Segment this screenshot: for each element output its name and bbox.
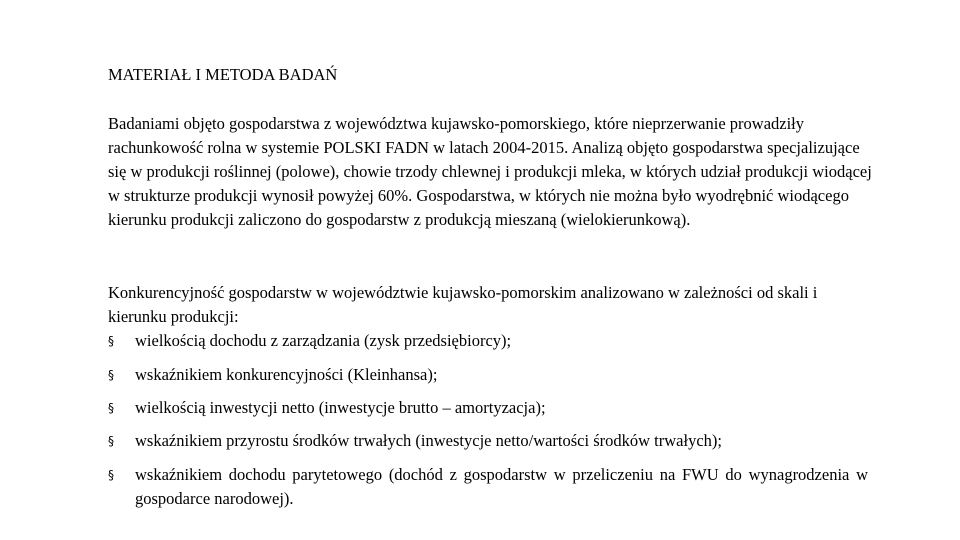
list-item-text: wielkością dochodu z zarządzania (zysk przedsiębiorcy);: [135, 331, 512, 350]
list-item: [108, 396, 868, 420]
bullet-list-5: [108, 463, 868, 511]
bullet-marker-icon: §: [108, 334, 114, 348]
list-item-text: wskaźnikiem dochodu parytetowego (dochód z gospodarstw w przeliczeniu na FWU do wynagrodzenia w gospodarce narodowej).: [135, 465, 868, 508]
bullet-list-1: [108, 329, 868, 353]
list-item-text: wielkością inwestycji netto (inwestycje brutto – amortyzacja);: [135, 398, 546, 417]
list-item-text: wskaźnikiem konkurencyjności (Kleinhansa);: [135, 365, 438, 384]
list-item: [108, 363, 868, 387]
bullet-marker-icon: §: [108, 401, 114, 415]
list-item: [108, 429, 868, 453]
bullet-list-2: [108, 363, 868, 387]
bullet-marker-icon: §: [108, 368, 114, 382]
list-item: [108, 329, 868, 353]
bullet-marker-icon: §: [108, 434, 114, 448]
section-heading: MATERIAŁ I METODA BADAŃ: [108, 65, 338, 84]
bullet-list-4: [108, 429, 868, 453]
list-item: [108, 463, 868, 511]
bullet-marker-icon: §: [108, 468, 114, 482]
list-item-text: wskaźnikiem przyrostu środków trwałych (inwestycje netto/wartości środków trwałych);: [135, 431, 722, 450]
paragraph-competitiveness-intro: Konkurencyjność gospodarstw w województwie kujawsko-pomorskim analizowano w zależności od skali i kierunku produkcji:: [108, 283, 818, 326]
paragraph-study-scope: Badaniami objęto gospodarstwa z województwa kujawsko-pomorskiego, które nieprzerwanie prowadziły rachunkowość rolna w systemie POLSKI FADN w latach 2004-2015. Analizą objęto gospodarstwa specjalizujące się w produkcji roślinnej (polowe), chowie trzody chlewnej i produkcji mleka, w których udział produkcji wiodącej w strukturze produkcji wynosił powyżej 60%. Gospodarstwa, w których nie można było wyodrębnić wiodącego kierunku produkcji zaliczono do gospodarstw z produkcją mieszaną (wielokierunkową).: [108, 114, 872, 229]
bullet-list-3: [108, 396, 868, 420]
